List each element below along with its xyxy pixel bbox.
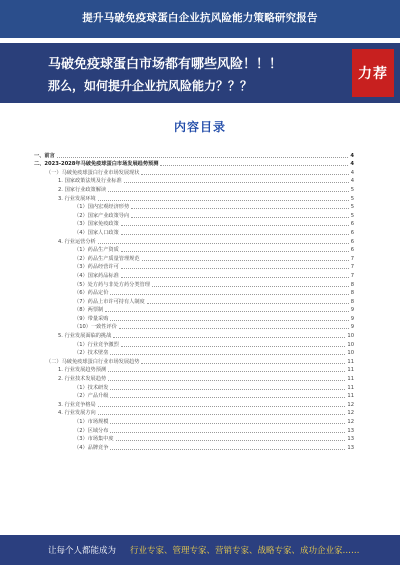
toc-entry[interactable] (34, 202, 354, 211)
toc-dot-leader (105, 310, 348, 312)
toc-dot-leader (110, 388, 345, 390)
table-of-contents (34, 150, 354, 520)
toc-entry[interactable] (34, 279, 354, 288)
toc-dot-leader (160, 164, 348, 166)
toc-entry-label: 4. 行业运营分析 (58, 238, 96, 245)
toc-dot-leader (110, 448, 345, 450)
toc-entry-page: 9 (350, 315, 354, 322)
recommend-seal: 力荐 (352, 49, 394, 97)
toc-entry-page: 12 (347, 419, 354, 425)
toc-dot-leader (98, 405, 346, 407)
toc-entry-page: 7 (350, 264, 354, 271)
toc-entry-page: 7 (350, 272, 354, 279)
toc-entry-label: （2）国家产业政策导向 (74, 212, 130, 219)
footer-bar (0, 535, 400, 565)
toc-dot-leader (108, 190, 349, 192)
toc-entry-page: 8 (350, 298, 354, 305)
toc-dot-leader (98, 242, 349, 244)
toc-entry-page: 10 (347, 333, 354, 340)
toc-entry[interactable] (34, 270, 354, 279)
toc-entry-label: 3. 行业竞争格局 (58, 401, 96, 408)
toc-entry[interactable] (34, 365, 354, 374)
toc-entry-label: 4. 行业发展方向 (58, 410, 96, 417)
toc-entry[interactable] (34, 227, 354, 236)
toc-entry[interactable] (34, 330, 354, 339)
toc-entry-page: 11 (347, 367, 354, 374)
toc-entry-page: 11 (347, 393, 354, 400)
toc-entry-label: 2. 国家行业政策解读 (58, 186, 107, 193)
toc-entry-label: （7）药品上市许可持有人制度 (74, 298, 145, 305)
toc-entry[interactable] (34, 305, 354, 314)
toc-entry-label: （10）一致性评价 (74, 324, 117, 331)
toc-entry[interactable] (34, 434, 354, 443)
toc-entry-page: 10 (347, 341, 354, 348)
toc-dot-leader (124, 181, 349, 183)
toc-entry-label: （4）国家人口政策 (74, 229, 119, 236)
toc-entry-page: 5 (350, 186, 354, 193)
toc-entry-page: 6 (350, 247, 354, 254)
toc-entry-page: 11 (347, 384, 354, 391)
toc-entry-page: 11 (347, 358, 354, 365)
toc-dot-leader (121, 250, 349, 252)
toc-dot-leader (141, 173, 348, 175)
toc-dot-leader (131, 216, 349, 218)
toc-entry-page: 5 (350, 212, 354, 219)
toc-entry-page: 9 (350, 324, 354, 331)
toc-entry-page: 4 (350, 161, 354, 168)
toc-entry[interactable] (34, 322, 354, 331)
toc-entry-page: 5 (350, 195, 354, 202)
toc-entry-label: 2. 行业技术发展趋势 (58, 376, 107, 383)
toc-dot-leader (121, 267, 349, 269)
toc-entry-page: 4 (350, 178, 354, 185)
toc-entry-label: （5）处方药与非处方药分类管理 (74, 281, 150, 288)
toc-dot-leader (110, 422, 345, 424)
toc-entry[interactable] (34, 408, 354, 417)
toc-entry-label: （1）市场规模 (74, 419, 109, 425)
toc-entry-page: 4 (350, 152, 354, 159)
toc-entry-label: （4）品牌竞争 (74, 444, 109, 451)
footer-roles: 行业专家、管理专家、营销专家、战略专家、成功企业家…… (130, 546, 360, 556)
toc-dot-leader (121, 345, 346, 347)
toc-entry[interactable] (34, 296, 354, 305)
question-banner (0, 43, 400, 103)
toc-entry-label: 一、前言 (34, 152, 55, 159)
toc-entry-label: 3. 行业发展环境 (58, 195, 96, 202)
toc-dot-leader (98, 199, 349, 201)
toc-dot-leader (108, 379, 345, 381)
toc-dot-leader (110, 431, 345, 433)
toc-dot-leader (142, 259, 349, 261)
toc-entry-page: 6 (350, 221, 354, 228)
toc-entry-label: （2）区域分布 (74, 427, 109, 434)
toc-entry-label: （2）药品生产质量管理规范 (74, 255, 140, 262)
toc-entry[interactable] (34, 210, 354, 219)
toc-entry-page: 8 (350, 281, 354, 288)
header-bar (0, 0, 400, 38)
toc-entry[interactable] (34, 167, 354, 176)
toc-dot-leader (152, 285, 349, 287)
toc-entry[interactable] (34, 176, 354, 185)
toc-entry[interactable] (34, 219, 354, 228)
toc-entry-label: （3）国家免疫政策 (74, 221, 119, 228)
toc-entry-label: （2）技术壁垒 (74, 350, 109, 357)
toc-entry-label: （9）带量采购 (74, 315, 109, 322)
toc-entry-label: （1）行业竞争激烈 (74, 341, 119, 348)
toc-entry-label: 1. 行业发展趋势预测 (58, 367, 107, 374)
toc-entry-label: （3）市场集中度 (74, 436, 114, 443)
toc-entry[interactable] (34, 253, 354, 262)
toc-entry[interactable] (34, 416, 354, 425)
toc-entry-page: 13 (347, 444, 354, 451)
toc-dot-leader (121, 224, 349, 226)
toc-dot-leader (98, 413, 346, 415)
toc-dot-leader (116, 439, 346, 441)
toc-dot-leader (147, 302, 349, 304)
toc-entry-label: （1）技术研发 (74, 384, 109, 391)
toc-entry[interactable] (34, 425, 354, 434)
toc-entry-page: 12 (347, 410, 354, 417)
toc-entry-label: 1. 国家政策法规及行业标准 (58, 178, 122, 185)
toc-entry[interactable] (34, 193, 354, 202)
toc-entry[interactable] (34, 348, 354, 357)
toc-dot-leader (121, 233, 349, 235)
toc-entry[interactable] (34, 245, 354, 254)
toc-entry-label: （一）马破免疫球蛋白行业市场发展现状 (46, 169, 140, 176)
toc-dot-leader (57, 156, 349, 158)
toc-entry-label: 5. 行业发展面临的挑战 (58, 333, 112, 340)
toc-entry[interactable] (34, 313, 354, 322)
toc-dot-leader (141, 362, 345, 364)
toc-entry-page: 6 (350, 238, 354, 245)
toc-entry-label: （8）两票制 (74, 307, 104, 314)
toc-entry-label: （2）产品升级 (74, 393, 109, 400)
toc-entry[interactable] (34, 399, 354, 408)
report-title: 提升马破免疫球蛋白企业抗风险能力策略研究报告 (82, 12, 318, 24)
toc-entry-page: 7 (350, 255, 354, 262)
banner-question-improve: 那么，如何提升企业抗风险能力？？？ (48, 79, 253, 93)
toc-dot-leader (108, 370, 345, 372)
banner-question-risk: 马破免疫球蛋白市场都有哪些风险！！！ (48, 57, 283, 72)
toc-entry-page: 8 (350, 290, 354, 297)
toc-entry[interactable] (34, 288, 354, 297)
toc-entry-label: （6）药品定价 (74, 290, 109, 297)
toc-entry-page: 9 (350, 307, 354, 314)
toc-entry-label: （3）药品经营许可 (74, 264, 119, 271)
toc-entry-page: 4 (350, 169, 354, 176)
toc-entry-label: （1）药品生产资质 (74, 247, 119, 254)
toc-entry[interactable] (34, 442, 354, 451)
toc-entry-page: 6 (350, 229, 354, 236)
toc-dot-leader (110, 293, 348, 295)
toc-entry-page: 13 (347, 436, 354, 443)
toc-entry[interactable] (34, 382, 354, 391)
toc-entry[interactable] (34, 339, 354, 348)
toc-entry[interactable] (34, 262, 354, 271)
toc-dot-leader (131, 207, 349, 209)
toc-entry[interactable] (34, 391, 354, 400)
toc-entry-page: 11 (347, 376, 354, 383)
toc-dot-leader (113, 336, 345, 338)
toc-entry-page: 5 (350, 204, 354, 211)
toc-dot-leader (119, 327, 349, 329)
toc-entry[interactable] (34, 373, 354, 382)
toc-entry-page: 10 (347, 350, 354, 357)
toc-entry-page: 12 (347, 401, 354, 408)
toc-title: 内容目录 (173, 120, 226, 134)
toc-entry-page: 13 (347, 427, 354, 434)
footer-slogan: 让每个人都能成为 (48, 546, 117, 556)
toc-entry-label: 二、2023-2028年马破免疫球蛋白市场发展趋势预测 (34, 161, 159, 168)
toc-dot-leader (110, 319, 348, 321)
toc-entry-label: （1）国内宏观经济形势 (74, 204, 130, 211)
toc-entry[interactable] (34, 236, 354, 245)
toc-dot-leader (110, 353, 345, 355)
toc-entry[interactable] (34, 159, 354, 168)
toc-dot-leader (121, 276, 349, 278)
toc-entry[interactable] (34, 356, 354, 365)
toc-entry[interactable] (34, 150, 354, 159)
toc-entry[interactable] (34, 184, 354, 193)
toc-entry-label: （4）国家药品标准 (74, 272, 119, 279)
toc-entry-label: （二）马破免疫球蛋白行业市场发展趋势 (46, 358, 140, 365)
toc-dot-leader (110, 396, 345, 398)
